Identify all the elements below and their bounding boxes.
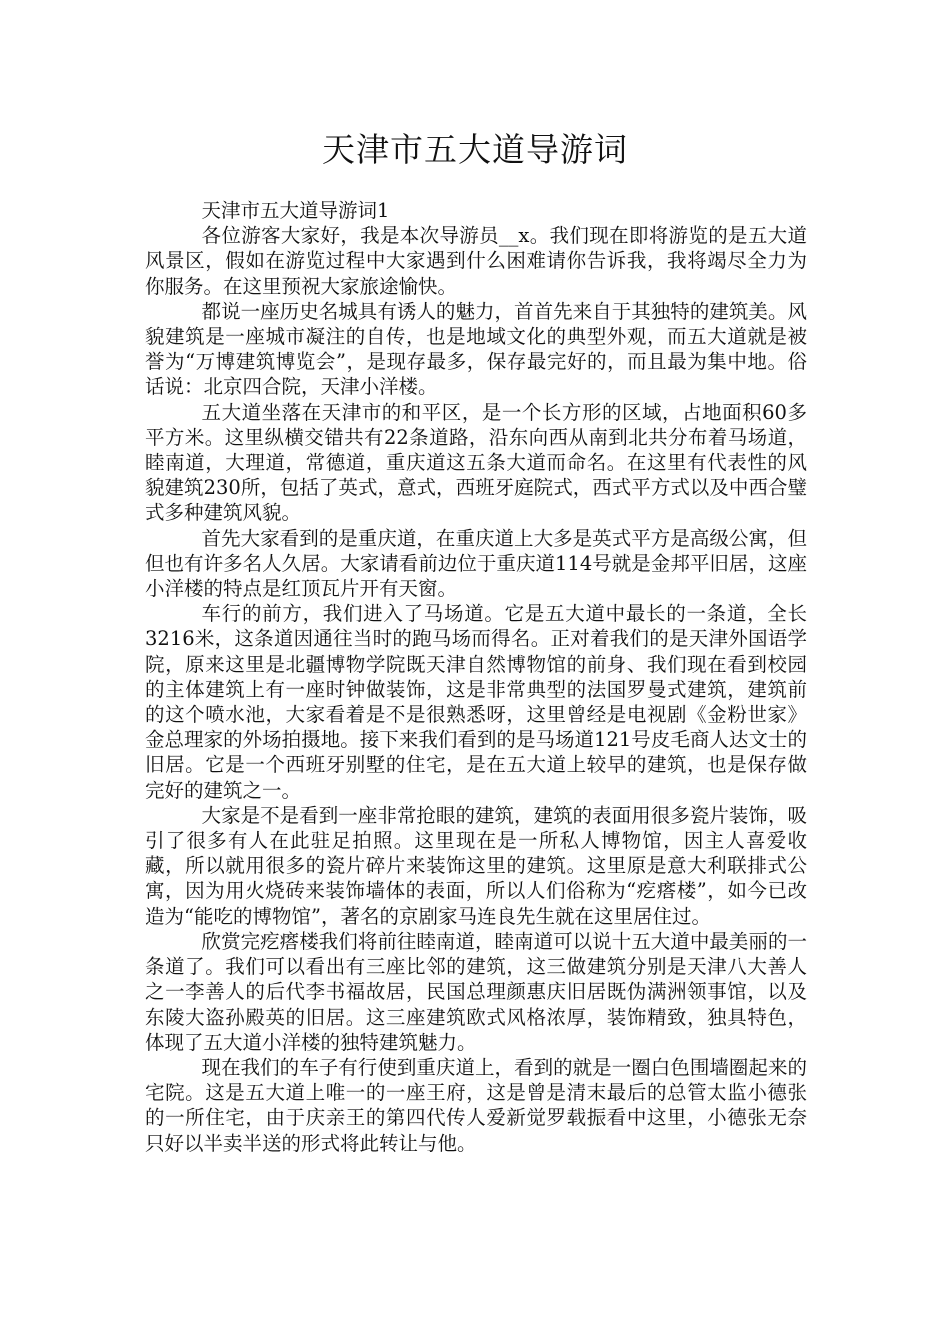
paragraph-architecture: 都说一座历史名城具有诱人的魅力，首首先来自于其独特的建筑美。风貌建筑是一座城市凝注的自传，也是地域文化的典型外观，而五大道就是被誉为“万博建筑博览会”，是现存最多，保存最完好的，而且最为集中地。俗话说：北京四合院，天津小洋楼。 <box>145 299 807 399</box>
section-heading: 天津市五大道导游词1 <box>201 199 390 222</box>
paragraph-greeting: 各位游客大家好，我是本次导游员__x。我们现在即将游览的是五大道风景区，假如在游览过程中大家遇到什么困难请你告诉我，我将竭尽全力为你服务。在这里预祝大家旅途愉快。 <box>145 224 807 298</box>
paragraph-geda-building: 大家是不是看到一座非常抢眼的建筑，建筑的表面用很多瓷片装饰，吸引了很多有人在此驻足拍照。这里现在是一所私人博物馆，因主人喜爱收藏，所以就用很多的瓷片碎片来装饰这里的建筑。这里原是意大利联排式公寓，因为用火烧砖来装饰墙体的表面，所以人们俗称为“疙瘩楼”，如今已改造为“能吃的博物馆”，著名的京剧家马连良先生就在这里居住过。 <box>145 803 807 928</box>
paragraph-location: 五大道坐落在天津市的和平区，是一个长方形的区域，占地面积60多平方米。这里纵横交错共有22条道路，沿东向西从南到北共分布着马场道，睦南道，大理道，常德道，重庆道这五条大道而命名。在这里有代表性的风貌建筑230所，包括了英式，意式，西班牙庭院式，西式平方式以及中西合璧式多种建筑风貌。 <box>145 400 807 525</box>
paragraph-chongqing-road: 首先大家看到的是重庆道，在重庆道上大多是英式平方是高级公寓，但但也有许多名人久居。大家请看前边位于重庆道114号就是金邦平旧居，这座小洋楼的特点是红顶瓦片开有天窗。 <box>145 526 807 601</box>
paragraph-mansion: 现在我们的车子有行使到重庆道上，看到的就是一圈白色围墙圈起来的宅院。这是五大道上唯一的一座王府，这是曾是清末最后的总管太监小德张的一所住宅，由于庆亲王的第四代传人爱新觉罗载振看中这里，小德张无奈只好以半卖半送的形式将此转让与他。 <box>145 1055 807 1155</box>
document-title: 天津市五大道导游词 <box>322 130 628 169</box>
paragraph-munan-road: 欣赏完疙瘩楼我们将前往睦南道，睦南道可以说十五大道中最美丽的一条道了。我们可以看出有三座比邻的建筑，这三做建筑分别是天津八大善人之一李善人的后代李书福故居，民国总理颜惠庆旧居既伪满洲领事馆，以及东陵大盗孙殿英的旧居。这三座建筑欧式风格浓厚，装饰精致，独具特色，体现了五大道小洋楼的独特建筑魅力。 <box>145 929 807 1054</box>
document-body <box>145 198 807 1156</box>
paragraph-machang-road: 车行的前方，我们进入了马场道。它是五大道中最长的一条道，全长3216米，这条道因通往当时的跑马场而得名。正对着我们的是天津外国语学院，原来这里是北疆博物学院既天津自然博物馆的前身、我们现在看到校园的主体建筑上有一座时钟做装饰，这是非常典型的法国罗曼式建筑，建筑前的这个喷水池，大家看着是不是很熟悉呀，这里曾经是电视剧《金粉世家》金总理家的外场拍摄地。接下来我们看到的是马场道121号皮毛商人达文士的旧居。它是一个西班牙别墅的住宅，是在五大道上较早的建筑，也是保存做完好的建筑之一。 <box>145 602 807 802</box>
